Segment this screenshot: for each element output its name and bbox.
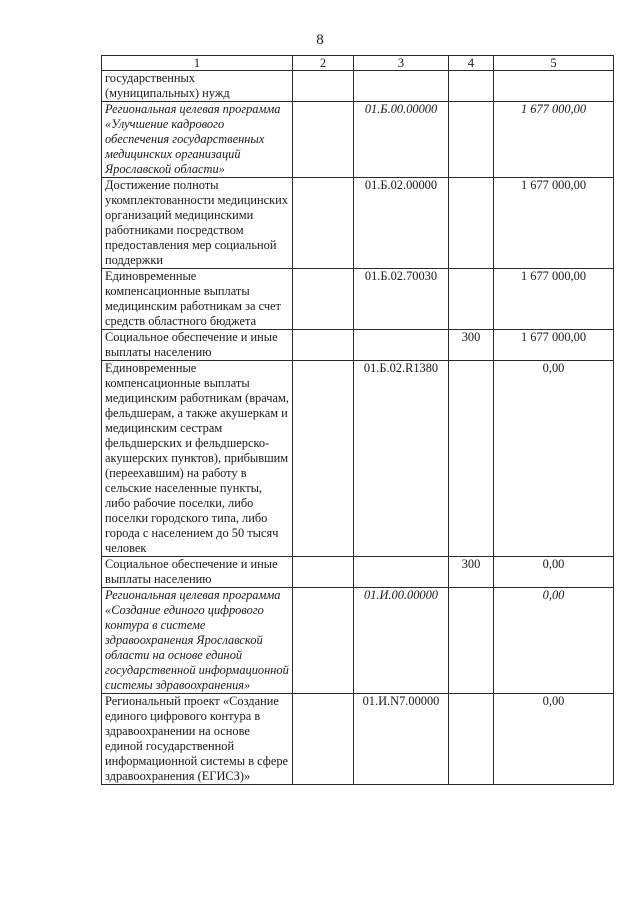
table-row xyxy=(102,102,614,178)
row-type xyxy=(449,588,494,694)
row-code: 01.Б.02.R1380 xyxy=(354,361,449,557)
row-col2 xyxy=(293,269,354,330)
row-name: Региональная целевая программа «Создание единого цифрового контура в системе здравоохранения Ярославской области на основе единой государственной информационной системы здравоохранения» xyxy=(102,588,293,694)
row-type xyxy=(449,102,494,178)
page-number: 8 xyxy=(316,32,324,48)
row-name: Единовременные компенсационные выплаты медицинским работникам за счет средств областного бюджета xyxy=(102,269,293,330)
row-amount: 0,00 xyxy=(494,588,614,694)
row-code xyxy=(354,557,449,588)
row-col2 xyxy=(293,361,354,557)
table-row xyxy=(102,557,614,588)
column-header: 4 xyxy=(449,56,494,71)
row-code xyxy=(354,330,449,361)
row-name: Социальное обеспечение и иные выплаты населению xyxy=(102,330,293,361)
row-code: 01.Б.02.00000 xyxy=(354,178,449,269)
row-amount: 1 677 000,00 xyxy=(494,102,614,178)
row-name: Региональная целевая программа «Улучшение кадрового обеспечения государственных медицинских организаций Ярославской области» xyxy=(102,102,293,178)
row-type: 300 xyxy=(449,557,494,588)
row-name: Единовременные компенсационные выплаты медицинским работникам (врачам, фельдшерам, а также акушеркам и медицинским сестрам фельдшерских и фельдшерско-акушерских пунктов), прибывшим (переехавшим) на работу в сельские населенные пункты, либо рабочие поселки, либо поселки городского типа, либо города с населением до 50 тысяч человек xyxy=(102,361,293,557)
table-header-row xyxy=(102,56,614,71)
row-amount: 1 677 000,00 xyxy=(494,269,614,330)
row-amount: 0,00 xyxy=(494,694,614,785)
row-type xyxy=(449,269,494,330)
row-type xyxy=(449,71,494,102)
row-amount: 0,00 xyxy=(494,557,614,588)
row-amount: 0,00 xyxy=(494,361,614,557)
row-type: 300 xyxy=(449,330,494,361)
row-col2 xyxy=(293,557,354,588)
table-row xyxy=(102,71,614,102)
table-row xyxy=(102,330,614,361)
row-type xyxy=(449,361,494,557)
row-col2 xyxy=(293,178,354,269)
row-amount: 1 677 000,00 xyxy=(494,178,614,269)
column-header: 3 xyxy=(354,56,449,71)
row-col2 xyxy=(293,330,354,361)
row-name: Социальное обеспечение и иные выплаты населению xyxy=(102,557,293,588)
row-name: государственных (муниципальных) нужд xyxy=(102,71,293,102)
row-code xyxy=(354,71,449,102)
row-col2 xyxy=(293,694,354,785)
row-col2 xyxy=(293,102,354,178)
row-amount: 1 677 000,00 xyxy=(494,330,614,361)
row-code: 01.И.N7.00000 xyxy=(354,694,449,785)
row-type xyxy=(449,694,494,785)
row-name: Достижение полноты укомплектованности медицинских организаций медицинскими работниками посредством предоставления мер социальной поддержки xyxy=(102,178,293,269)
row-type xyxy=(449,178,494,269)
column-header: 2 xyxy=(293,56,354,71)
row-code: 01.И.00.00000 xyxy=(354,588,449,694)
table-row xyxy=(102,588,614,694)
table-row xyxy=(102,361,614,557)
column-header: 5 xyxy=(494,56,614,71)
row-col2 xyxy=(293,588,354,694)
column-header: 1 xyxy=(102,56,293,71)
row-col2 xyxy=(293,71,354,102)
row-amount xyxy=(494,71,614,102)
budget-table xyxy=(101,55,614,785)
table-row xyxy=(102,694,614,785)
row-code: 01.Б.02.70030 xyxy=(354,269,449,330)
table-row xyxy=(102,178,614,269)
row-name: Региональный проект «Создание единого цифрового контура в здравоохранении на основе единой государственной информационной системы в сфере здравоохранения (ЕГИСЗ)» xyxy=(102,694,293,785)
table-row xyxy=(102,269,614,330)
row-code: 01.Б.00.00000 xyxy=(354,102,449,178)
